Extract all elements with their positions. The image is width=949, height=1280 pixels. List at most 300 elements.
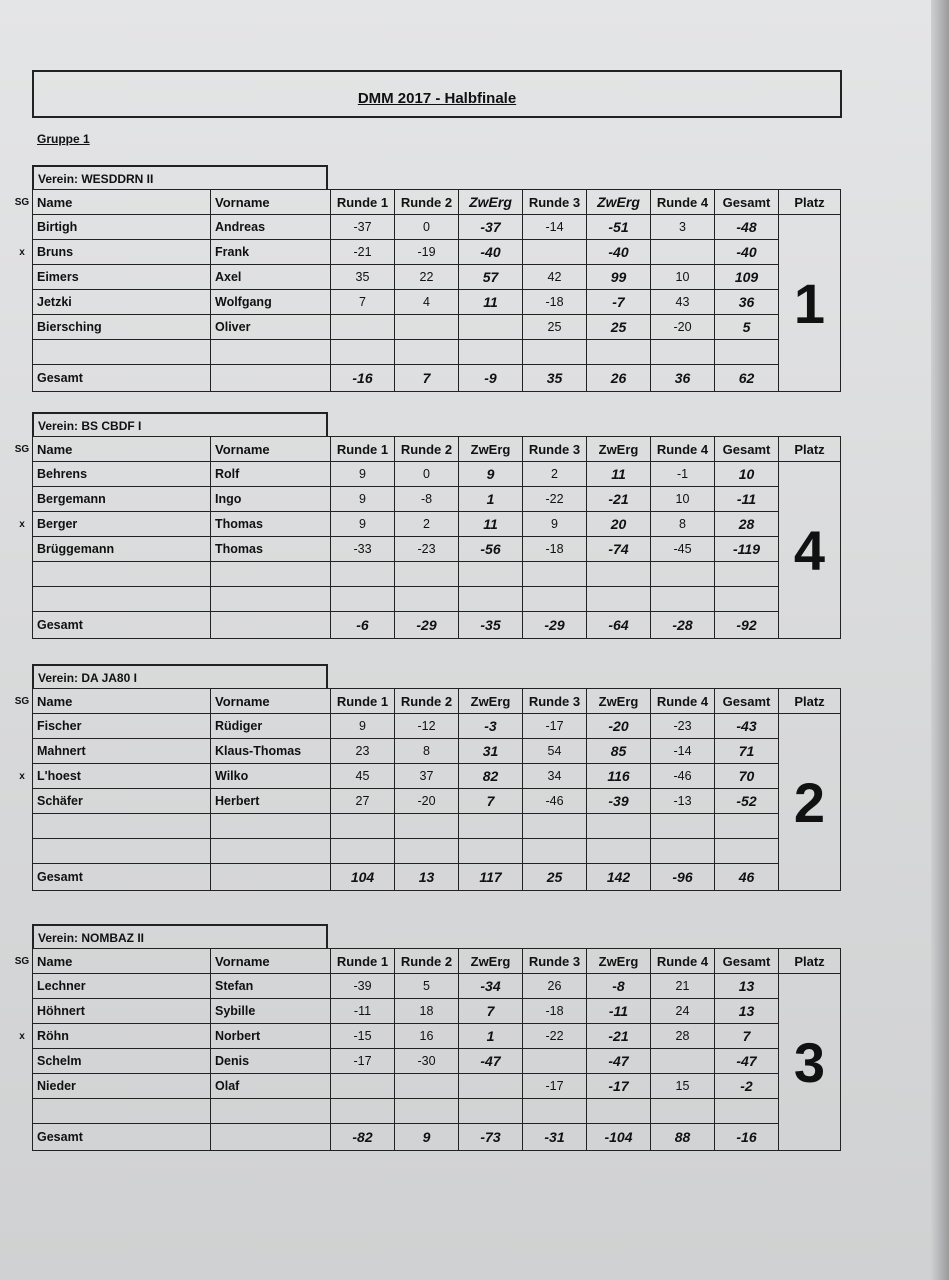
group-label: Gruppe 1 — [37, 132, 90, 146]
total-runde-3: -31 — [523, 1124, 587, 1151]
score-gesamt — [715, 1099, 779, 1124]
table-row — [33, 240, 841, 265]
header-platz: Platz — [779, 437, 841, 462]
player-name: Berger — [33, 512, 211, 537]
table-row — [33, 315, 841, 340]
score-zwerg-2: -20 — [587, 714, 651, 739]
total-zwerg-1: -73 — [459, 1124, 523, 1151]
score-gesamt: 10 — [715, 462, 779, 487]
title-box — [32, 70, 842, 118]
score-runde-4: -1 — [651, 462, 715, 487]
score-gesamt: 36 — [715, 290, 779, 315]
header-vorname: Vorname — [211, 689, 331, 714]
header-gesamt: Gesamt — [715, 437, 779, 462]
score-runde-1: 9 — [331, 512, 395, 537]
score-zwerg-1: 82 — [459, 764, 523, 789]
table-row — [33, 487, 841, 512]
player-vorname: Olaf — [211, 1074, 331, 1099]
score-runde-3: -22 — [523, 1024, 587, 1049]
score-runde-1 — [331, 587, 395, 612]
table-row — [33, 1099, 841, 1124]
score-runde-1: 35 — [331, 265, 395, 290]
score-zwerg-1 — [459, 587, 523, 612]
score-runde-1: -37 — [331, 215, 395, 240]
header-runde-4: Runde 4 — [651, 689, 715, 714]
table-row — [33, 839, 841, 864]
score-runde-2 — [395, 839, 459, 864]
score-runde-1 — [331, 839, 395, 864]
player-vorname — [211, 562, 331, 587]
score-runde-2: -19 — [395, 240, 459, 265]
player-vorname — [211, 839, 331, 864]
score-runde-4 — [651, 1049, 715, 1074]
score-runde-3 — [523, 1049, 587, 1074]
score-runde-1: 7 — [331, 290, 395, 315]
sg-marker: x — [19, 1031, 25, 1042]
header-vorname: Vorname — [211, 190, 331, 215]
total-gesamt: 62 — [715, 365, 779, 392]
score-runde-2: -30 — [395, 1049, 459, 1074]
player-vorname: Herbert — [211, 789, 331, 814]
total-row — [33, 365, 841, 392]
score-runde-1: -39 — [331, 974, 395, 999]
sg-header: SG — [14, 197, 30, 208]
table-row — [33, 512, 841, 537]
player-name: Röhn — [33, 1024, 211, 1049]
score-gesamt — [715, 814, 779, 839]
score-gesamt — [715, 562, 779, 587]
score-runde-4: 43 — [651, 290, 715, 315]
score-zwerg-1 — [459, 562, 523, 587]
club-name: Verein: NOMBAZ II — [32, 924, 328, 948]
player-vorname: Rüdiger — [211, 714, 331, 739]
score-runde-1 — [331, 1099, 395, 1124]
player-name: Bergemann — [33, 487, 211, 512]
header-zwerg-2: ZwErg — [587, 190, 651, 215]
score-runde-3: 54 — [523, 739, 587, 764]
score-zwerg-2: 11 — [587, 462, 651, 487]
header-zwerg-1: ZwErg — [459, 437, 523, 462]
player-name: Schäfer — [33, 789, 211, 814]
player-name: Lechner — [33, 974, 211, 999]
score-runde-3: 42 — [523, 265, 587, 290]
score-runde-2 — [395, 1099, 459, 1124]
total-runde-3: 25 — [523, 864, 587, 891]
total-row — [33, 1124, 841, 1151]
header-zwerg-1: ZwErg — [459, 949, 523, 974]
score-runde-3: 25 — [523, 315, 587, 340]
score-zwerg-1: 7 — [459, 999, 523, 1024]
score-zwerg-2: -74 — [587, 537, 651, 562]
team-table — [32, 436, 841, 639]
score-runde-4: 3 — [651, 215, 715, 240]
header-vorname: Vorname — [211, 949, 331, 974]
header-zwerg-2: ZwErg — [587, 437, 651, 462]
total-runde-2: 9 — [395, 1124, 459, 1151]
player-vorname — [211, 340, 331, 365]
table-row — [33, 587, 841, 612]
score-gesamt: -40 — [715, 240, 779, 265]
score-runde-1: -11 — [331, 999, 395, 1024]
player-name: Brüggemann — [33, 537, 211, 562]
total-gesamt: 46 — [715, 864, 779, 891]
header-platz: Platz — [779, 689, 841, 714]
header-zwerg-1: ZwErg — [459, 689, 523, 714]
score-zwerg-1: -56 — [459, 537, 523, 562]
table-row — [33, 340, 841, 365]
header-runde-1: Runde 1 — [331, 949, 395, 974]
header-runde-4: Runde 4 — [651, 437, 715, 462]
score-runde-3 — [523, 562, 587, 587]
total-runde-3: -29 — [523, 612, 587, 639]
score-gesamt — [715, 340, 779, 365]
table-row — [33, 1074, 841, 1099]
total-zwerg-2: -104 — [587, 1124, 651, 1151]
score-runde-4 — [651, 1099, 715, 1124]
total-vorname-blank — [211, 1124, 331, 1151]
score-runde-1: -15 — [331, 1024, 395, 1049]
score-zwerg-1: 9 — [459, 462, 523, 487]
score-gesamt: 70 — [715, 764, 779, 789]
player-name: Höhnert — [33, 999, 211, 1024]
score-runde-1 — [331, 340, 395, 365]
total-gesamt: -16 — [715, 1124, 779, 1151]
total-zwerg-2: 142 — [587, 864, 651, 891]
table-row — [33, 537, 841, 562]
total-runde-1: -6 — [331, 612, 395, 639]
score-runde-1: -17 — [331, 1049, 395, 1074]
player-vorname: Stefan — [211, 974, 331, 999]
player-name — [33, 587, 211, 612]
table-row — [33, 974, 841, 999]
club-name: Verein: DA JA80 I — [32, 664, 328, 688]
header-zwerg-2: ZwErg — [587, 689, 651, 714]
score-zwerg-2 — [587, 587, 651, 612]
total-label: Gesamt — [33, 365, 211, 392]
score-runde-4: 10 — [651, 265, 715, 290]
player-name: L'hoest — [33, 764, 211, 789]
sg-header: SG — [14, 956, 30, 967]
score-runde-1: 27 — [331, 789, 395, 814]
score-runde-3 — [523, 814, 587, 839]
score-runde-4 — [651, 240, 715, 265]
score-zwerg-2: -8 — [587, 974, 651, 999]
score-runde-4 — [651, 562, 715, 587]
score-runde-2 — [395, 587, 459, 612]
header-name: Name — [33, 689, 211, 714]
player-vorname: Norbert — [211, 1024, 331, 1049]
total-vorname-blank — [211, 365, 331, 392]
player-vorname — [211, 1099, 331, 1124]
score-zwerg-1: 1 — [459, 1024, 523, 1049]
score-gesamt: 28 — [715, 512, 779, 537]
player-name: Jetzki — [33, 290, 211, 315]
score-zwerg-2 — [587, 562, 651, 587]
score-gesamt: -11 — [715, 487, 779, 512]
score-zwerg-1 — [459, 340, 523, 365]
score-gesamt: -47 — [715, 1049, 779, 1074]
score-runde-1: 23 — [331, 739, 395, 764]
score-runde-3 — [523, 839, 587, 864]
header-name: Name — [33, 437, 211, 462]
score-runde-2: 2 — [395, 512, 459, 537]
score-runde-3: -14 — [523, 215, 587, 240]
header-runde-1: Runde 1 — [331, 689, 395, 714]
total-gesamt: -92 — [715, 612, 779, 639]
score-zwerg-2: -17 — [587, 1074, 651, 1099]
player-name: Fischer — [33, 714, 211, 739]
table-row — [33, 739, 841, 764]
total-vorname-blank — [211, 612, 331, 639]
score-gesamt: -119 — [715, 537, 779, 562]
score-zwerg-2: 116 — [587, 764, 651, 789]
total-runde-3: 35 — [523, 365, 587, 392]
sg-header: SG — [14, 696, 30, 707]
table-row — [33, 789, 841, 814]
score-gesamt — [715, 839, 779, 864]
header-vorname: Vorname — [211, 437, 331, 462]
score-runde-3 — [523, 340, 587, 365]
header-name: Name — [33, 190, 211, 215]
score-zwerg-2 — [587, 1099, 651, 1124]
sg-marker: x — [19, 519, 25, 530]
score-zwerg-2: -39 — [587, 789, 651, 814]
sg-marker: x — [19, 771, 25, 782]
score-zwerg-2: -11 — [587, 999, 651, 1024]
total-row — [33, 864, 841, 891]
score-runde-2: 37 — [395, 764, 459, 789]
score-zwerg-2: -7 — [587, 290, 651, 315]
club-name: Verein: BS CBDF I — [32, 412, 328, 436]
score-gesamt: -43 — [715, 714, 779, 739]
score-runde-2: 0 — [395, 215, 459, 240]
platz-value: 4 — [779, 462, 841, 639]
header-runde-2: Runde 2 — [395, 190, 459, 215]
header-runde-1: Runde 1 — [331, 437, 395, 462]
score-runde-4: 15 — [651, 1074, 715, 1099]
score-gesamt: -48 — [715, 215, 779, 240]
player-name: Mahnert — [33, 739, 211, 764]
score-runde-4: -23 — [651, 714, 715, 739]
table-row — [33, 814, 841, 839]
score-zwerg-1: 11 — [459, 290, 523, 315]
platz-value: 2 — [779, 714, 841, 891]
score-gesamt: 13 — [715, 999, 779, 1024]
score-zwerg-2: -21 — [587, 1024, 651, 1049]
score-runde-1: 9 — [331, 487, 395, 512]
score-runde-3 — [523, 240, 587, 265]
player-vorname: Frank — [211, 240, 331, 265]
score-runde-4 — [651, 340, 715, 365]
score-runde-1: 9 — [331, 462, 395, 487]
total-zwerg-1: -9 — [459, 365, 523, 392]
header-zwerg-2: ZwErg — [587, 949, 651, 974]
score-runde-4: -13 — [651, 789, 715, 814]
score-zwerg-2 — [587, 839, 651, 864]
score-zwerg-1: -40 — [459, 240, 523, 265]
score-runde-2: 4 — [395, 290, 459, 315]
player-vorname: Oliver — [211, 315, 331, 340]
club-name: Verein: WESDDRN II — [32, 165, 328, 189]
total-runde-2: -29 — [395, 612, 459, 639]
score-zwerg-2: -40 — [587, 240, 651, 265]
score-runde-4: 24 — [651, 999, 715, 1024]
player-vorname: Wolfgang — [211, 290, 331, 315]
score-zwerg-1 — [459, 1074, 523, 1099]
total-runde-4: -96 — [651, 864, 715, 891]
sg-header: SG — [14, 444, 30, 455]
player-name — [33, 814, 211, 839]
player-vorname: Rolf — [211, 462, 331, 487]
score-zwerg-1: -3 — [459, 714, 523, 739]
table-row — [33, 215, 841, 240]
sg-marker: x — [19, 247, 25, 258]
score-runde-3 — [523, 587, 587, 612]
score-zwerg-2: 20 — [587, 512, 651, 537]
score-runde-2: -12 — [395, 714, 459, 739]
score-zwerg-2: -51 — [587, 215, 651, 240]
table-row — [33, 999, 841, 1024]
score-runde-2: 22 — [395, 265, 459, 290]
platz-value: 1 — [779, 215, 841, 392]
player-name — [33, 562, 211, 587]
header-zwerg-1: ZwErg — [459, 190, 523, 215]
header-platz: Platz — [779, 190, 841, 215]
score-gesamt: -52 — [715, 789, 779, 814]
total-runde-1: -16 — [331, 365, 395, 392]
score-runde-3: 2 — [523, 462, 587, 487]
score-runde-2: -20 — [395, 789, 459, 814]
score-runde-2: 5 — [395, 974, 459, 999]
player-vorname: Axel — [211, 265, 331, 290]
score-runde-3: -18 — [523, 999, 587, 1024]
header-runde-2: Runde 2 — [395, 437, 459, 462]
score-runde-1 — [331, 814, 395, 839]
total-zwerg-1: 117 — [459, 864, 523, 891]
total-label: Gesamt — [33, 612, 211, 639]
header-runde-1: Runde 1 — [331, 190, 395, 215]
document-title: DMM 2017 - Halbfinale — [357, 90, 517, 107]
score-runde-2: -8 — [395, 487, 459, 512]
score-runde-2 — [395, 315, 459, 340]
total-runde-4: 36 — [651, 365, 715, 392]
player-vorname: Andreas — [211, 215, 331, 240]
header-gesamt: Gesamt — [715, 689, 779, 714]
score-zwerg-1: -37 — [459, 215, 523, 240]
score-runde-4: 8 — [651, 512, 715, 537]
total-runde-4: 88 — [651, 1124, 715, 1151]
score-runde-3: -17 — [523, 1074, 587, 1099]
score-runde-1 — [331, 1074, 395, 1099]
score-zwerg-2 — [587, 340, 651, 365]
score-zwerg-1 — [459, 315, 523, 340]
score-gesamt — [715, 587, 779, 612]
score-runde-4: -14 — [651, 739, 715, 764]
total-label: Gesamt — [33, 1124, 211, 1151]
total-row — [33, 612, 841, 639]
score-runde-4: -20 — [651, 315, 715, 340]
score-runde-3: 26 — [523, 974, 587, 999]
score-runde-2: -23 — [395, 537, 459, 562]
team-table — [32, 948, 841, 1151]
header-row — [33, 689, 841, 714]
score-zwerg-2 — [587, 814, 651, 839]
header-gesamt: Gesamt — [715, 949, 779, 974]
score-gesamt: 7 — [715, 1024, 779, 1049]
header-runde-4: Runde 4 — [651, 949, 715, 974]
score-runde-4 — [651, 814, 715, 839]
score-zwerg-2: 99 — [587, 265, 651, 290]
header-runde-3: Runde 3 — [523, 689, 587, 714]
score-zwerg-1: 1 — [459, 487, 523, 512]
score-zwerg-1: -47 — [459, 1049, 523, 1074]
table-row — [33, 764, 841, 789]
team-table — [32, 189, 841, 392]
table-row — [33, 714, 841, 739]
score-runde-3: -18 — [523, 290, 587, 315]
score-runde-4: 21 — [651, 974, 715, 999]
score-runde-1: 45 — [331, 764, 395, 789]
table-row — [33, 265, 841, 290]
player-name: Schelm — [33, 1049, 211, 1074]
total-runde-2: 7 — [395, 365, 459, 392]
table-row — [33, 562, 841, 587]
header-runde-2: Runde 2 — [395, 689, 459, 714]
header-row — [33, 190, 841, 215]
score-runde-2 — [395, 340, 459, 365]
paper-edge — [931, 0, 949, 1280]
score-runde-1: -21 — [331, 240, 395, 265]
score-runde-3: -46 — [523, 789, 587, 814]
header-runde-3: Runde 3 — [523, 949, 587, 974]
score-runde-4: -46 — [651, 764, 715, 789]
total-zwerg-1: -35 — [459, 612, 523, 639]
score-runde-3: 34 — [523, 764, 587, 789]
player-name: Bruns — [33, 240, 211, 265]
score-zwerg-2: 85 — [587, 739, 651, 764]
score-runde-2 — [395, 562, 459, 587]
player-name: Behrens — [33, 462, 211, 487]
total-label: Gesamt — [33, 864, 211, 891]
score-zwerg-1: 57 — [459, 265, 523, 290]
player-name: Nieder — [33, 1074, 211, 1099]
score-zwerg-2: -21 — [587, 487, 651, 512]
table-row — [33, 1024, 841, 1049]
header-runde-3: Runde 3 — [523, 190, 587, 215]
player-vorname: Klaus-Thomas — [211, 739, 331, 764]
score-runde-3 — [523, 1099, 587, 1124]
total-runde-2: 13 — [395, 864, 459, 891]
table-row — [33, 290, 841, 315]
table-row — [33, 1049, 841, 1074]
score-zwerg-2: 25 — [587, 315, 651, 340]
player-vorname: Wilko — [211, 764, 331, 789]
player-vorname: Ingo — [211, 487, 331, 512]
score-gesamt: 5 — [715, 315, 779, 340]
score-zwerg-1: -34 — [459, 974, 523, 999]
player-vorname — [211, 587, 331, 612]
score-runde-3: -18 — [523, 537, 587, 562]
header-platz: Platz — [779, 949, 841, 974]
score-zwerg-1 — [459, 839, 523, 864]
total-runde-4: -28 — [651, 612, 715, 639]
score-runde-2: 8 — [395, 739, 459, 764]
score-runde-3: -22 — [523, 487, 587, 512]
score-zwerg-1: 11 — [459, 512, 523, 537]
player-vorname: Denis — [211, 1049, 331, 1074]
header-gesamt: Gesamt — [715, 190, 779, 215]
score-zwerg-1: 7 — [459, 789, 523, 814]
